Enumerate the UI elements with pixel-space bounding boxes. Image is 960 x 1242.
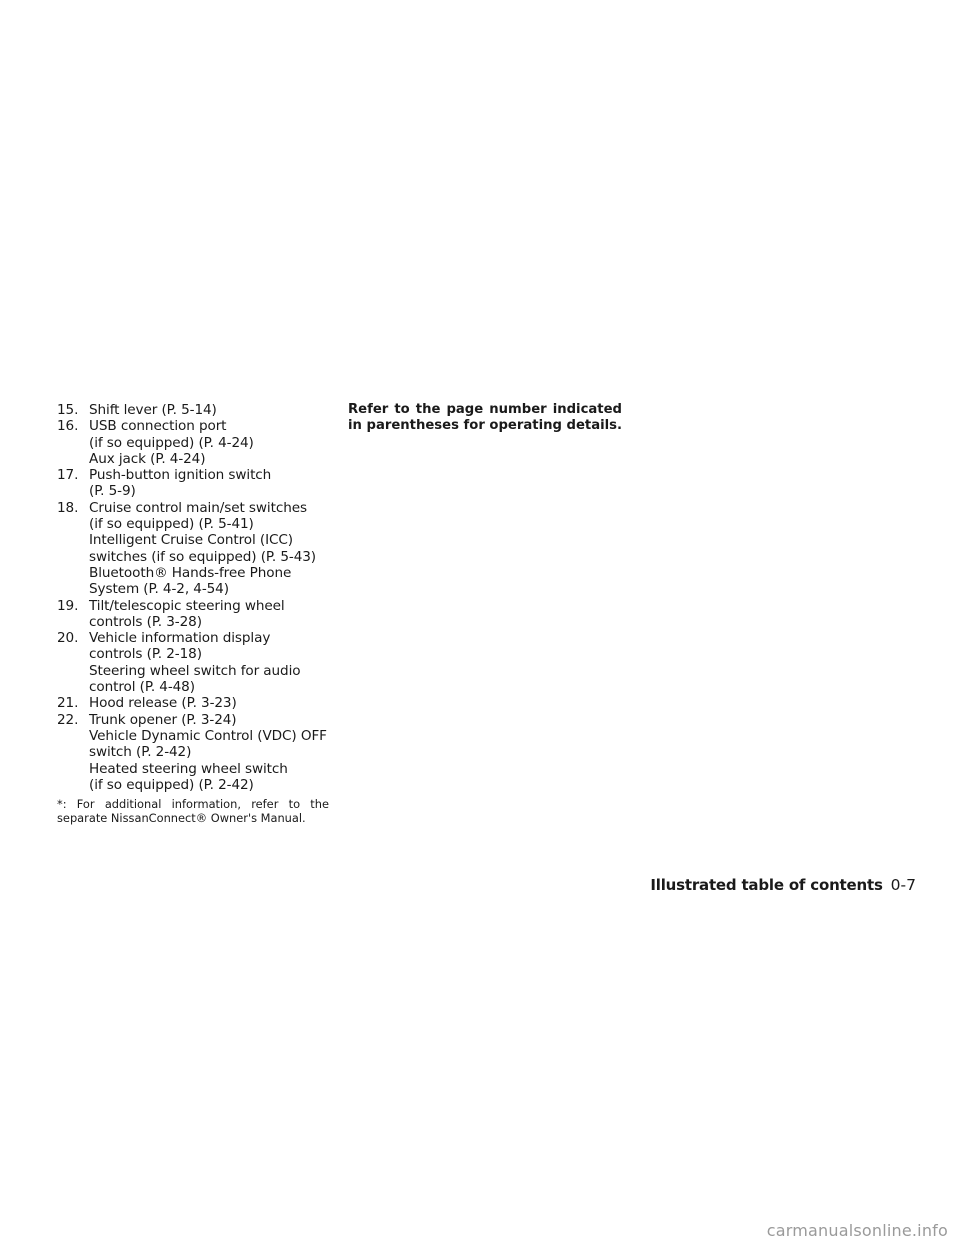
list-item — [57, 418, 329, 467]
item-text: Vehicle Dynamic Control (VDC) OFF — [89, 727, 327, 744]
item-text: (if so equipped) (P. 2-42) — [89, 776, 254, 793]
item-text: switch (P. 2-42) — [89, 744, 192, 761]
page-footer — [650, 876, 916, 894]
item-text: controls (P. 3-28) — [89, 613, 202, 630]
item-number: 15. — [57, 402, 79, 418]
item-text: Shift lever (P. 5-14) — [89, 402, 217, 418]
item-text: USB connection port — [89, 418, 227, 435]
list-item — [57, 712, 329, 793]
item-text: Cruise control main/set switches — [89, 499, 307, 516]
item-number: 19. — [57, 597, 79, 614]
item-text: Heated steering wheel switch — [89, 760, 288, 777]
list-item — [57, 467, 329, 500]
operating-details-note: Refer to the page number indicated in parentheses for operating details. — [348, 402, 623, 434]
item-text: Vehicle information display — [89, 630, 271, 647]
item-number: 17. — [57, 467, 79, 484]
item-number: 22. — [57, 711, 79, 728]
list-item — [57, 500, 329, 598]
list-item — [57, 598, 329, 631]
item-text: Tilt/telescopic steering wheel — [89, 597, 285, 614]
item-text: Trunk opener (P. 3-24) — [89, 711, 237, 728]
section-title: Illustrated table of contents — [650, 876, 883, 894]
item-text: Bluetooth® Hands-free Phone — [89, 564, 292, 581]
list-item — [57, 402, 329, 418]
item-text: control (P. 4-48) — [89, 679, 195, 696]
contents-list — [57, 402, 329, 793]
item-text: controls (P. 2-18) — [89, 646, 202, 663]
item-number: 20. — [57, 630, 79, 647]
item-text: (if so equipped) (P. 4-24) — [89, 434, 254, 451]
item-text: Intelligent Cruise Control (ICC) — [89, 532, 294, 549]
item-text: (if so equipped) (P. 5-41) — [89, 516, 254, 533]
list-item — [57, 630, 329, 695]
item-number: 21. — [57, 695, 79, 712]
page-number: 0-7 — [890, 876, 916, 894]
item-text: System (P. 4-2, 4-54) — [89, 581, 229, 598]
item-text: Push-button ignition switch — [89, 467, 272, 484]
watermark: carmanualsonline.info — [766, 1221, 948, 1240]
item-text: (P. 5-9) — [89, 483, 136, 500]
footnote: *: For additional information, refer to the separate NissanConnect® Owner's Manual. — [57, 797, 329, 825]
item-text: Aux jack (P. 4-24) — [89, 450, 206, 467]
item-number: 18. — [57, 499, 79, 516]
item-text: switches (if so equipped) (P. 5-43) — [89, 548, 317, 565]
item-text: Steering wheel switch for audio — [89, 662, 301, 679]
item-text: Hood release (P. 3-23) — [89, 695, 237, 712]
list-item — [57, 695, 329, 711]
item-number: 16. — [57, 418, 79, 435]
